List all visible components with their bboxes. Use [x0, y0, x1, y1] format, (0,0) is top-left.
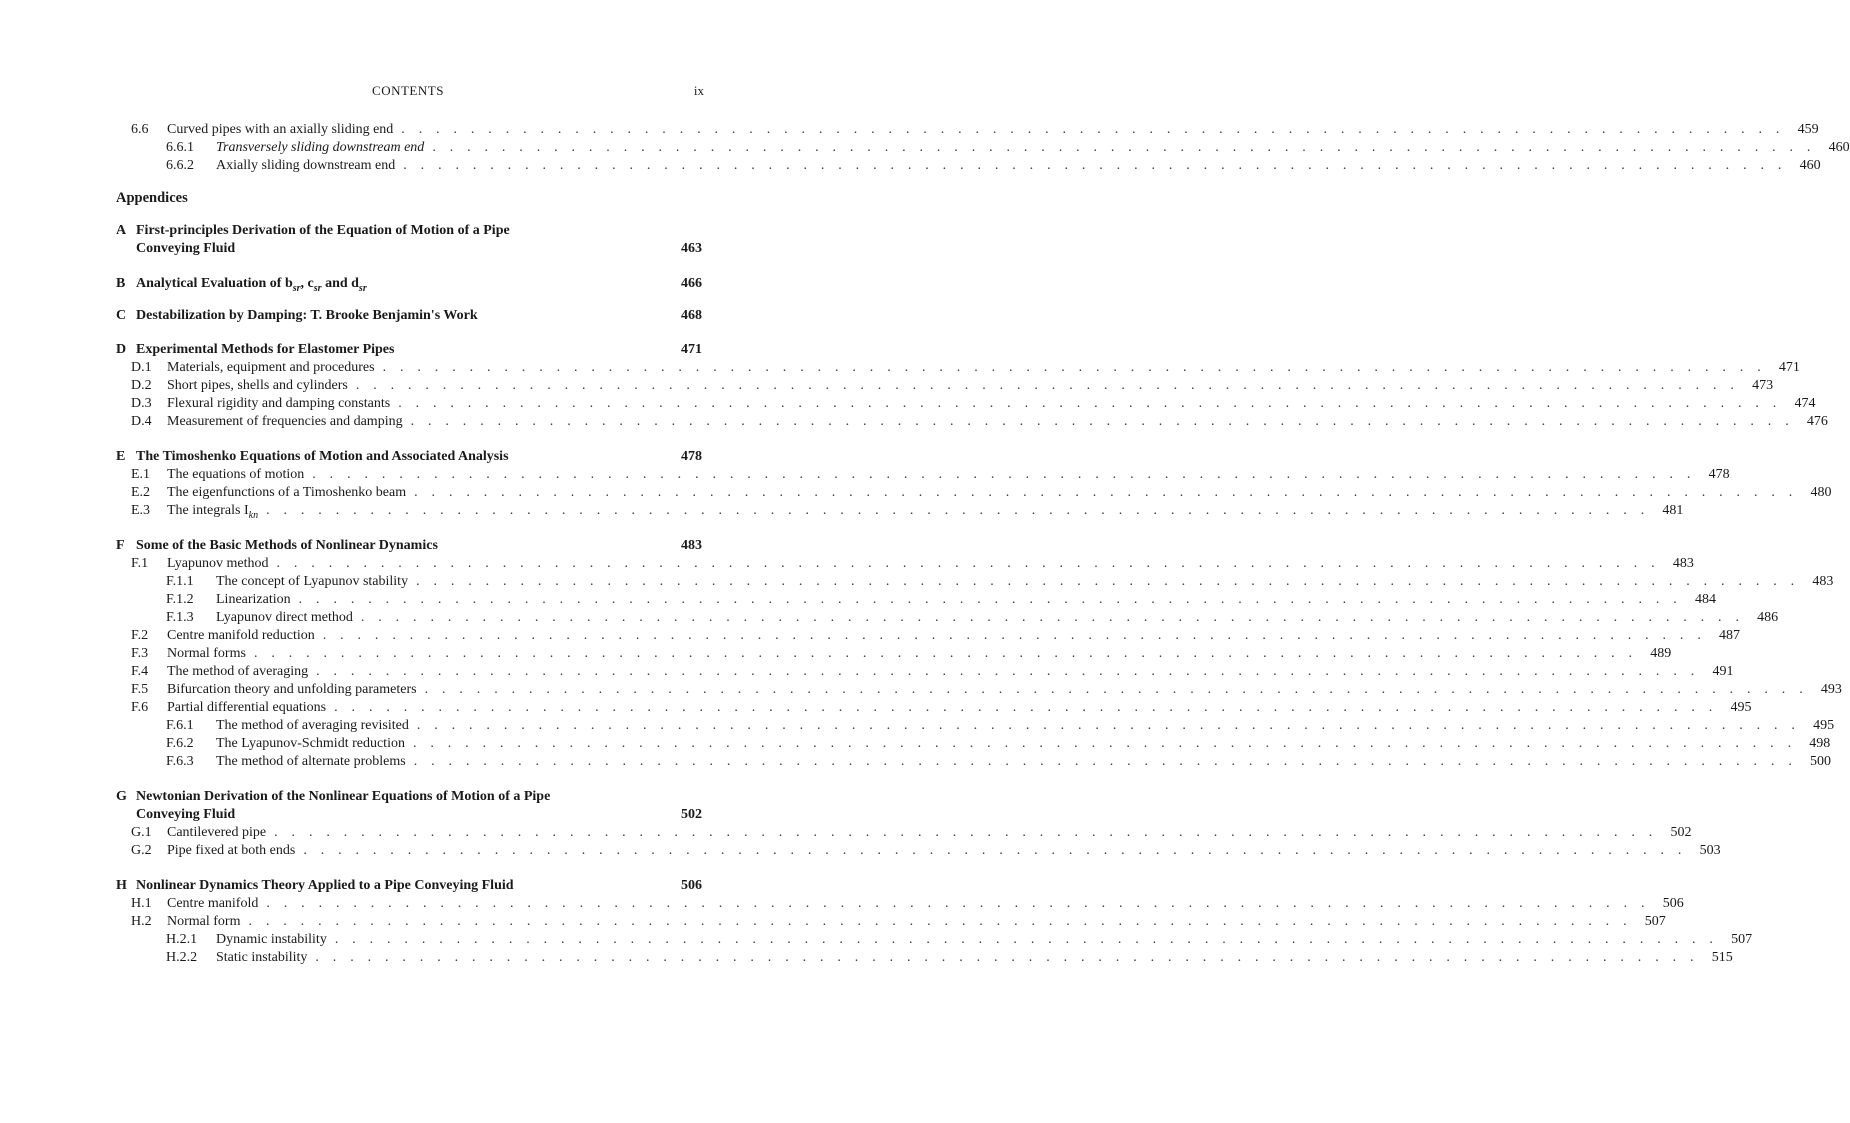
- dot-leader: . . . . . . . . . . . . . . . . . . . . . . . . . . . . . . . . . . . . . . . . . . . . . . . . . . . . . . . . . . . . . . . . . . . . . . . . . . . . . . . .: [398, 396, 1782, 411]
- toc-entry-number: C: [116, 308, 127, 323]
- toc-entry-title: The equations of motion: [167, 467, 305, 482]
- dot-leader: . . . . . . . . . . . . . . . . . . . . . . . . . . . . . . . . . . . . . . . . . . . . . . . . . . . . . . . . . . . . . . . . . . . . . . . . . . . . . . . .: [276, 556, 1660, 571]
- toc-entry-number: H.2: [131, 914, 152, 929]
- dot-leader: . . . . . . . . . . . . . . . . . . . . . . . . . . . . . . . . . . . . . . . . . . . . . . . . . . . . . . . . . . . . . . . . . . . . . . . . . . . . . . . .: [266, 503, 1650, 518]
- toc-entry-page-number: 474: [1794, 396, 1816, 411]
- toc-entry[interactable]: [131, 466, 1730, 484]
- toc-entry-number: D.2: [131, 378, 152, 393]
- toc-entry-page-number: 486: [1757, 610, 1779, 625]
- toc-entry-title: Partial differential equations: [167, 700, 327, 715]
- toc-entry-number: 6.6: [131, 122, 149, 137]
- toc-entry-page-number: 506: [1662, 896, 1684, 911]
- dot-leader: . . . . . . . . . . . . . . . . . . . . . . . . . . . . . . . . . . . . . . . . . . . . . . . . . . . . . . . . . . . . . . . . . . . . . . . . . . . . . . . .: [355, 378, 1740, 393]
- toc-entry[interactable]: [166, 591, 1716, 609]
- toc-entry-number: F: [116, 538, 125, 553]
- toc-entry-title: The concept of Lyapunov stability: [216, 574, 409, 589]
- toc-entry-page-number: 493: [1820, 682, 1842, 697]
- toc-entry-title: The Timoshenko Equations of Motion and Associated Analysis: [136, 449, 509, 464]
- toc-entry-title: Centre manifold reduction: [167, 628, 315, 643]
- toc-entry-title: Pipe fixed at both ends: [167, 843, 296, 858]
- toc-appendix-entry[interactable]: [136, 806, 702, 824]
- dot-leader: . . . . . . . . . . . . . . . . . . . . . . . . . . . . . . . . . . . . . . . . . . . . . . . . . . . . . . . . . . . . . . . . . . . . . . . . . . . . . . . .: [298, 592, 1682, 607]
- title-part: and d: [321, 276, 359, 291]
- toc-entry[interactable]: [166, 717, 1835, 735]
- toc-entry-number: E.3: [131, 503, 151, 518]
- toc-entry[interactable]: [131, 377, 1774, 395]
- toc-entry-title: Conveying Fluid: [136, 241, 236, 256]
- toc-entry-number: 6.6.1: [166, 140, 194, 155]
- toc-entry-number: H.2.2: [166, 950, 198, 965]
- dot-leader: . . . . . . . . . . . . . . . . . . . . . . . . . . . . . . . . . . . . . . . . . . . . . . . . . . . . . . . . . . . . . . . . . . . . . . . . . . . . . . . .: [416, 574, 1800, 589]
- toc-appendix-entry[interactable]: [116, 537, 702, 555]
- toc-entry-number: D.4: [131, 414, 152, 429]
- toc-entry-title: Curved pipes with an axially sliding end: [167, 122, 394, 137]
- toc-entry[interactable]: [131, 121, 1819, 139]
- toc-entry-title: Nonlinear Dynamics Theory Applied to a Pipe Conveying Fluid: [136, 878, 514, 893]
- toc-entry-title: Measurement of frequencies and damping: [167, 414, 403, 429]
- toc-entry-title: [167, 502, 258, 525]
- dot-leader: . . . . . . . . . . . . . . . . . . . . . . . . . . . . . . . . . . . . . . . . . . . . . . . . . . . . . . . . . . . . . . . . . . . . . . . . . . . . . . . .: [403, 158, 1787, 173]
- toc-entry-number: G.2: [131, 843, 152, 858]
- toc-entry-number: D.1: [131, 360, 152, 375]
- dot-leader: . . . . . . . . . . . . . . . . . . . . . . . . . . . . . . . . . . . . . . . . . . . . . . . . . . . . . . . . . . . . . . . . . . . . . . . . . . . . . . . .: [401, 122, 1785, 137]
- toc-entry-number: F.6: [131, 700, 149, 715]
- toc-entry[interactable]: [131, 645, 1672, 663]
- toc-entry-title: The Lyapunov-Schmidt reduction: [216, 736, 405, 751]
- toc-entry-page-number: 495: [1813, 718, 1835, 733]
- dot-leader: . . . . . . . . . . . . . . . . . . . . . . . . . . . . . . . . . . . . . . . . . . . . . . . . . . . . . . . . . . . . . . . . . . . . . . . . . . . . . . . .: [424, 682, 1808, 697]
- toc-entry-page-number: 460: [1799, 158, 1821, 173]
- toc-entry-title: Transversely sliding downstream end: [216, 140, 425, 155]
- toc-entry-number: D.3: [131, 396, 152, 411]
- toc-entry-title: Destabilization by Damping: T. Brooke Benjamin's Work: [136, 308, 478, 323]
- toc-entry-title: Some of the Basic Methods of Nonlinear Dynamics: [136, 538, 438, 553]
- running-head: [0, 83, 816, 101]
- dot-leader: . . . . . . . . . . . . . . . . . . . . . . . . . . . . . . . . . . . . . . . . . . . . . . . . . . . . . . . . . . . . . . . . . . . . . . . . . . . . . . . .: [253, 646, 1638, 661]
- toc-entry-number: E: [116, 449, 126, 464]
- dot-leader: . . . . . . . . . . . . . . . . . . . . . . . . . . . . . . . . . . . . . . . . . . . . . . . . . . . . . . . . . . . . . . . . . . . . . . . . . . . . . . . .: [360, 610, 1745, 625]
- dot-leader: . . . . . . . . . . . . . . . . . . . . . . . . . . . . . . . . . . . . . . . . . . . . . . . . . . . . . . . . . . . . . . . . . . . . . . . . . . . . . . . .: [413, 754, 1798, 769]
- toc-entry[interactable]: [131, 359, 1800, 377]
- toc-entry-title: Linearization: [216, 592, 291, 607]
- toc-appendix-entry[interactable]: [116, 788, 702, 806]
- dot-leader: . . . . . . . . . . . . . . . . . . . . . . . . . . . . . . . . . . . . . . . . . . . . . . . . . . . . . . . . . . . . . . . . . . . . . . . . . . . . . . . .: [334, 700, 1718, 715]
- title-subscript: kn: [248, 509, 259, 521]
- toc-entry-number: G: [116, 789, 127, 804]
- toc-entry-number: F.6.1: [166, 718, 194, 733]
- toc-entry-page-number: 502: [681, 807, 702, 822]
- toc-entry-page-number: 473: [1752, 378, 1774, 393]
- toc-entry-number: B: [116, 276, 126, 291]
- toc-entry-title: Lyapunov method: [167, 556, 269, 571]
- toc-entry-title: Materials, equipment and procedures: [167, 360, 375, 375]
- toc-entry[interactable]: [131, 502, 1684, 521]
- toc-entry-title: Normal forms: [167, 646, 246, 661]
- toc-entry-number: H.1: [131, 896, 152, 911]
- toc-entry-page-number: 460: [1828, 140, 1850, 155]
- toc-entry-page-number: 484: [1694, 592, 1716, 607]
- toc-entry[interactable]: [166, 949, 1733, 967]
- toc-entry-page-number: 487: [1719, 628, 1741, 643]
- toc-entry-title: Bifurcation theory and unfolding parameters: [167, 682, 417, 697]
- toc-entry-title: Cantilevered pipe: [167, 825, 267, 840]
- toc-entry[interactable]: [131, 627, 1741, 645]
- toc-entry[interactable]: [131, 413, 1828, 431]
- dot-leader: . . . . . . . . . . . . . . . . . . . . . . . . . . . . . . . . . . . . . . . . . . . . . . . . . . . . . . . . . . . . . . . . . . . . . . . . . . . . . . . .: [312, 467, 1696, 482]
- toc-entry-page-number: 471: [1778, 360, 1800, 375]
- toc-entry-number: A: [116, 223, 127, 238]
- dot-leader: . . . . . . . . . . . . . . . . . . . . . . . . . . . . . . . . . . . . . . . . . . . . . . . . . . . . . . . . . . . . . . . . . . . . . . . . . . . . . . . .: [315, 950, 1699, 965]
- toc-entry-page-number: 476: [1806, 414, 1828, 429]
- dot-leader: . . . . . . . . . . . . . . . . . . . . . . . . . . . . . . . . . . . . . . . . . . . . . . . . . . . . . . . . . . . . . . . . . . . . . . . . . . . . . . . .: [416, 718, 1801, 733]
- toc-entry-number: F.1.2: [166, 592, 194, 607]
- toc-entry[interactable]: [166, 139, 1850, 157]
- toc-entry-page-number: 491: [1712, 664, 1734, 679]
- toc-entry-number: F.6.2: [166, 736, 194, 751]
- toc-appendix-entry[interactable]: [116, 341, 702, 359]
- toc-entry-page-number: 507: [1731, 932, 1753, 947]
- toc-entry[interactable]: [166, 609, 1779, 627]
- toc-entry-number: F.1: [131, 556, 149, 571]
- title-part: , c: [300, 276, 314, 291]
- toc-appendix-entry[interactable]: [116, 307, 702, 325]
- toc-appendix-entry[interactable]: [116, 877, 702, 895]
- toc-entry[interactable]: [131, 484, 1832, 502]
- toc-entry-number: H: [116, 878, 127, 893]
- toc-entry-page-number: 466: [681, 276, 702, 291]
- toc-entry-number: F.4: [131, 664, 149, 679]
- toc-entry-page-number: 498: [1809, 736, 1831, 751]
- toc-appendix-entry[interactable]: [136, 240, 702, 258]
- toc-entry[interactable]: [166, 573, 1834, 591]
- toc-entry-title: Flexural rigidity and damping constants: [167, 396, 391, 411]
- toc-entry-page-number: 478: [1708, 467, 1730, 482]
- toc-entry-number: H.2.1: [166, 932, 198, 947]
- title-part: The integrals I: [167, 503, 249, 518]
- toc-entry-title: First-principles Derivation of the Equation of Motion of a Pipe: [136, 223, 510, 238]
- toc-entry-page-number: 463: [681, 241, 702, 256]
- toc-entry-page-number: 459: [1797, 122, 1819, 137]
- toc-entry-title: [136, 275, 367, 298]
- toc-entry-number: G.1: [131, 825, 152, 840]
- toc-entry-number: F.3: [131, 646, 149, 661]
- toc-entry-page-number: 500: [1810, 754, 1832, 769]
- toc-entry-number: F.2: [131, 628, 149, 643]
- toc-entry-page-number: 483: [681, 538, 702, 553]
- toc-entry-title: The eigenfunctions of a Timoshenko beam: [167, 485, 407, 500]
- toc-entry-page-number: 471: [681, 342, 702, 357]
- dot-leader: . . . . . . . . . . . . . . . . . . . . . . . . . . . . . . . . . . . . . . . . . . . . . . . . . . . . . . . . . . . . . . . . . . . . . . . . . . . . . . . .: [303, 843, 1687, 858]
- dot-leader: . . . . . . . . . . . . . . . . . . . . . . . . . . . . . . . . . . . . . . . . . . . . . . . . . . . . . . . . . . . . . . . . . . . . . . . . . . . . . . . .: [334, 932, 1719, 947]
- toc-entry-number: E.1: [131, 467, 151, 482]
- toc-entry-title: Short pipes, shells and cylinders: [167, 378, 348, 393]
- toc-entry[interactable]: [131, 395, 1816, 413]
- dot-leader: . . . . . . . . . . . . . . . . . . . . . . . . . . . . . . . . . . . . . . . . . . . . . . . . . . . . . . . . . . . . . . . . . . . . . . . . . . . . . . . .: [274, 825, 1658, 840]
- toc-entry-page-number: 503: [1699, 843, 1721, 858]
- dot-leader: . . . . . . . . . . . . . . . . . . . . . . . . . . . . . . . . . . . . . . . . . . . . . . . . . . . . . . . . . . . . . . . . . . . . . . . . . . . . . . . .: [410, 414, 1794, 429]
- title-part: Analytical Evaluation of b: [136, 276, 293, 291]
- toc-entry[interactable]: [166, 753, 1832, 771]
- toc-appendix-entry[interactable]: [116, 448, 702, 466]
- toc-entry-page-number: 489: [1650, 646, 1672, 661]
- toc-entry-page-number: 502: [1670, 825, 1692, 840]
- toc-entry-title: Axially sliding downstream end: [216, 158, 396, 173]
- toc-entry-page-number: 483: [1812, 574, 1834, 589]
- title-subscript: sr: [292, 282, 301, 294]
- toc-entry-number: D: [116, 342, 127, 357]
- toc-entry-page-number: 481: [1662, 503, 1684, 518]
- toc-entry-title: The method of averaging revisited: [216, 718, 409, 733]
- toc-entry-title: The method of averaging: [167, 664, 309, 679]
- toc-entry-number: F.5: [131, 682, 149, 697]
- toc-entry-title: Conveying Fluid: [136, 807, 236, 822]
- toc-entry[interactable]: [131, 913, 1666, 931]
- toc-entry-page-number: 468: [681, 308, 702, 323]
- dot-leader: . . . . . . . . . . . . . . . . . . . . . . . . . . . . . . . . . . . . . . . . . . . . . . . . . . . . . . . . . . . . . . . . . . . . . . . . . . . . . . . .: [432, 140, 1816, 155]
- toc-entry-number: F.1.3: [166, 610, 194, 625]
- toc-entry-page-number: 483: [1672, 556, 1694, 571]
- dot-leader: . . . . . . . . . . . . . . . . . . . . . . . . . . . . . . . . . . . . . . . . . . . . . . . . . . . . . . . . . . . . . . . . . . . . . . . . . . . . . . . .: [248, 914, 1632, 929]
- dot-leader: . . . . . . . . . . . . . . . . . . . . . . . . . . . . . . . . . . . . . . . . . . . . . . . . . . . . . . . . . . . . . . . . . . . . . . . . . . . . . . . .: [266, 896, 1650, 911]
- toc-entry-number: F.6.3: [166, 754, 194, 769]
- toc-entry-page-number: 515: [1711, 950, 1733, 965]
- toc-entry[interactable]: [166, 735, 1831, 753]
- toc-entry-page-number: 478: [681, 449, 702, 464]
- toc-entry-title: Static instability: [216, 950, 308, 965]
- toc-entry[interactable]: [131, 895, 1684, 913]
- toc-entry[interactable]: [131, 663, 1734, 681]
- toc-entry-title: Centre manifold: [167, 896, 259, 911]
- toc-appendix-entry[interactable]: [116, 275, 702, 293]
- toc-entry[interactable]: [166, 157, 1821, 175]
- dot-leader: . . . . . . . . . . . . . . . . . . . . . . . . . . . . . . . . . . . . . . . . . . . . . . . . . . . . . . . . . . . . . . . . . . . . . . . . . . . . . . . .: [412, 736, 1797, 751]
- appendices-heading: Appendices: [116, 190, 188, 206]
- toc-entry[interactable]: [131, 842, 1721, 860]
- toc-entry[interactable]: [166, 931, 1753, 949]
- title-subscript: sr: [358, 282, 367, 294]
- toc-entry-title: Newtonian Derivation of the Nonlinear Equations of Motion of a Pipe: [136, 789, 551, 804]
- toc-entry-page-number: 507: [1644, 914, 1666, 929]
- dot-leader: . . . . . . . . . . . . . . . . . . . . . . . . . . . . . . . . . . . . . . . . . . . . . . . . . . . . . . . . . . . . . . . . . . . . . . . . . . . . . . . .: [322, 628, 1707, 643]
- toc-entry-number: F.1.1: [166, 574, 194, 589]
- toc-entry[interactable]: [131, 699, 1752, 717]
- toc-appendix-entry[interactable]: [116, 222, 702, 240]
- dot-leader: . . . . . . . . . . . . . . . . . . . . . . . . . . . . . . . . . . . . . . . . . . . . . . . . . . . . . . . . . . . . . . . . . . . . . . . . . . . . . . . .: [414, 485, 1798, 500]
- toc-entry-title: The method of alternate problems: [216, 754, 406, 769]
- toc-entry-page-number: 480: [1810, 485, 1832, 500]
- toc-entry-title: Experimental Methods for Elastomer Pipes: [136, 342, 395, 357]
- toc-entry[interactable]: [131, 555, 1694, 573]
- running-head-page-number: ix: [693, 83, 704, 98]
- toc-entry-number: 6.6.2: [166, 158, 194, 173]
- toc-entry-title: Dynamic instability: [216, 932, 327, 947]
- title-subscript: sr: [313, 282, 322, 294]
- toc-entry-number: E.2: [131, 485, 151, 500]
- toc-entry-page-number: 506: [681, 878, 702, 893]
- toc-entry-page-number: 495: [1730, 700, 1752, 715]
- toc-entry[interactable]: [131, 681, 1842, 699]
- dot-leader: . . . . . . . . . . . . . . . . . . . . . . . . . . . . . . . . . . . . . . . . . . . . . . . . . . . . . . . . . . . . . . . . . . . . . . . . . . . . . . . .: [382, 360, 1766, 375]
- toc-entry-title: Normal form: [167, 914, 241, 929]
- running-head-title: CONTENTS: [372, 83, 444, 98]
- toc-entry-title: Lyapunov direct method: [216, 610, 353, 625]
- dot-leader: . . . . . . . . . . . . . . . . . . . . . . . . . . . . . . . . . . . . . . . . . . . . . . . . . . . . . . . . . . . . . . . . . . . . . . . . . . . . . . . .: [316, 664, 1700, 679]
- toc-entry[interactable]: [131, 824, 1692, 842]
